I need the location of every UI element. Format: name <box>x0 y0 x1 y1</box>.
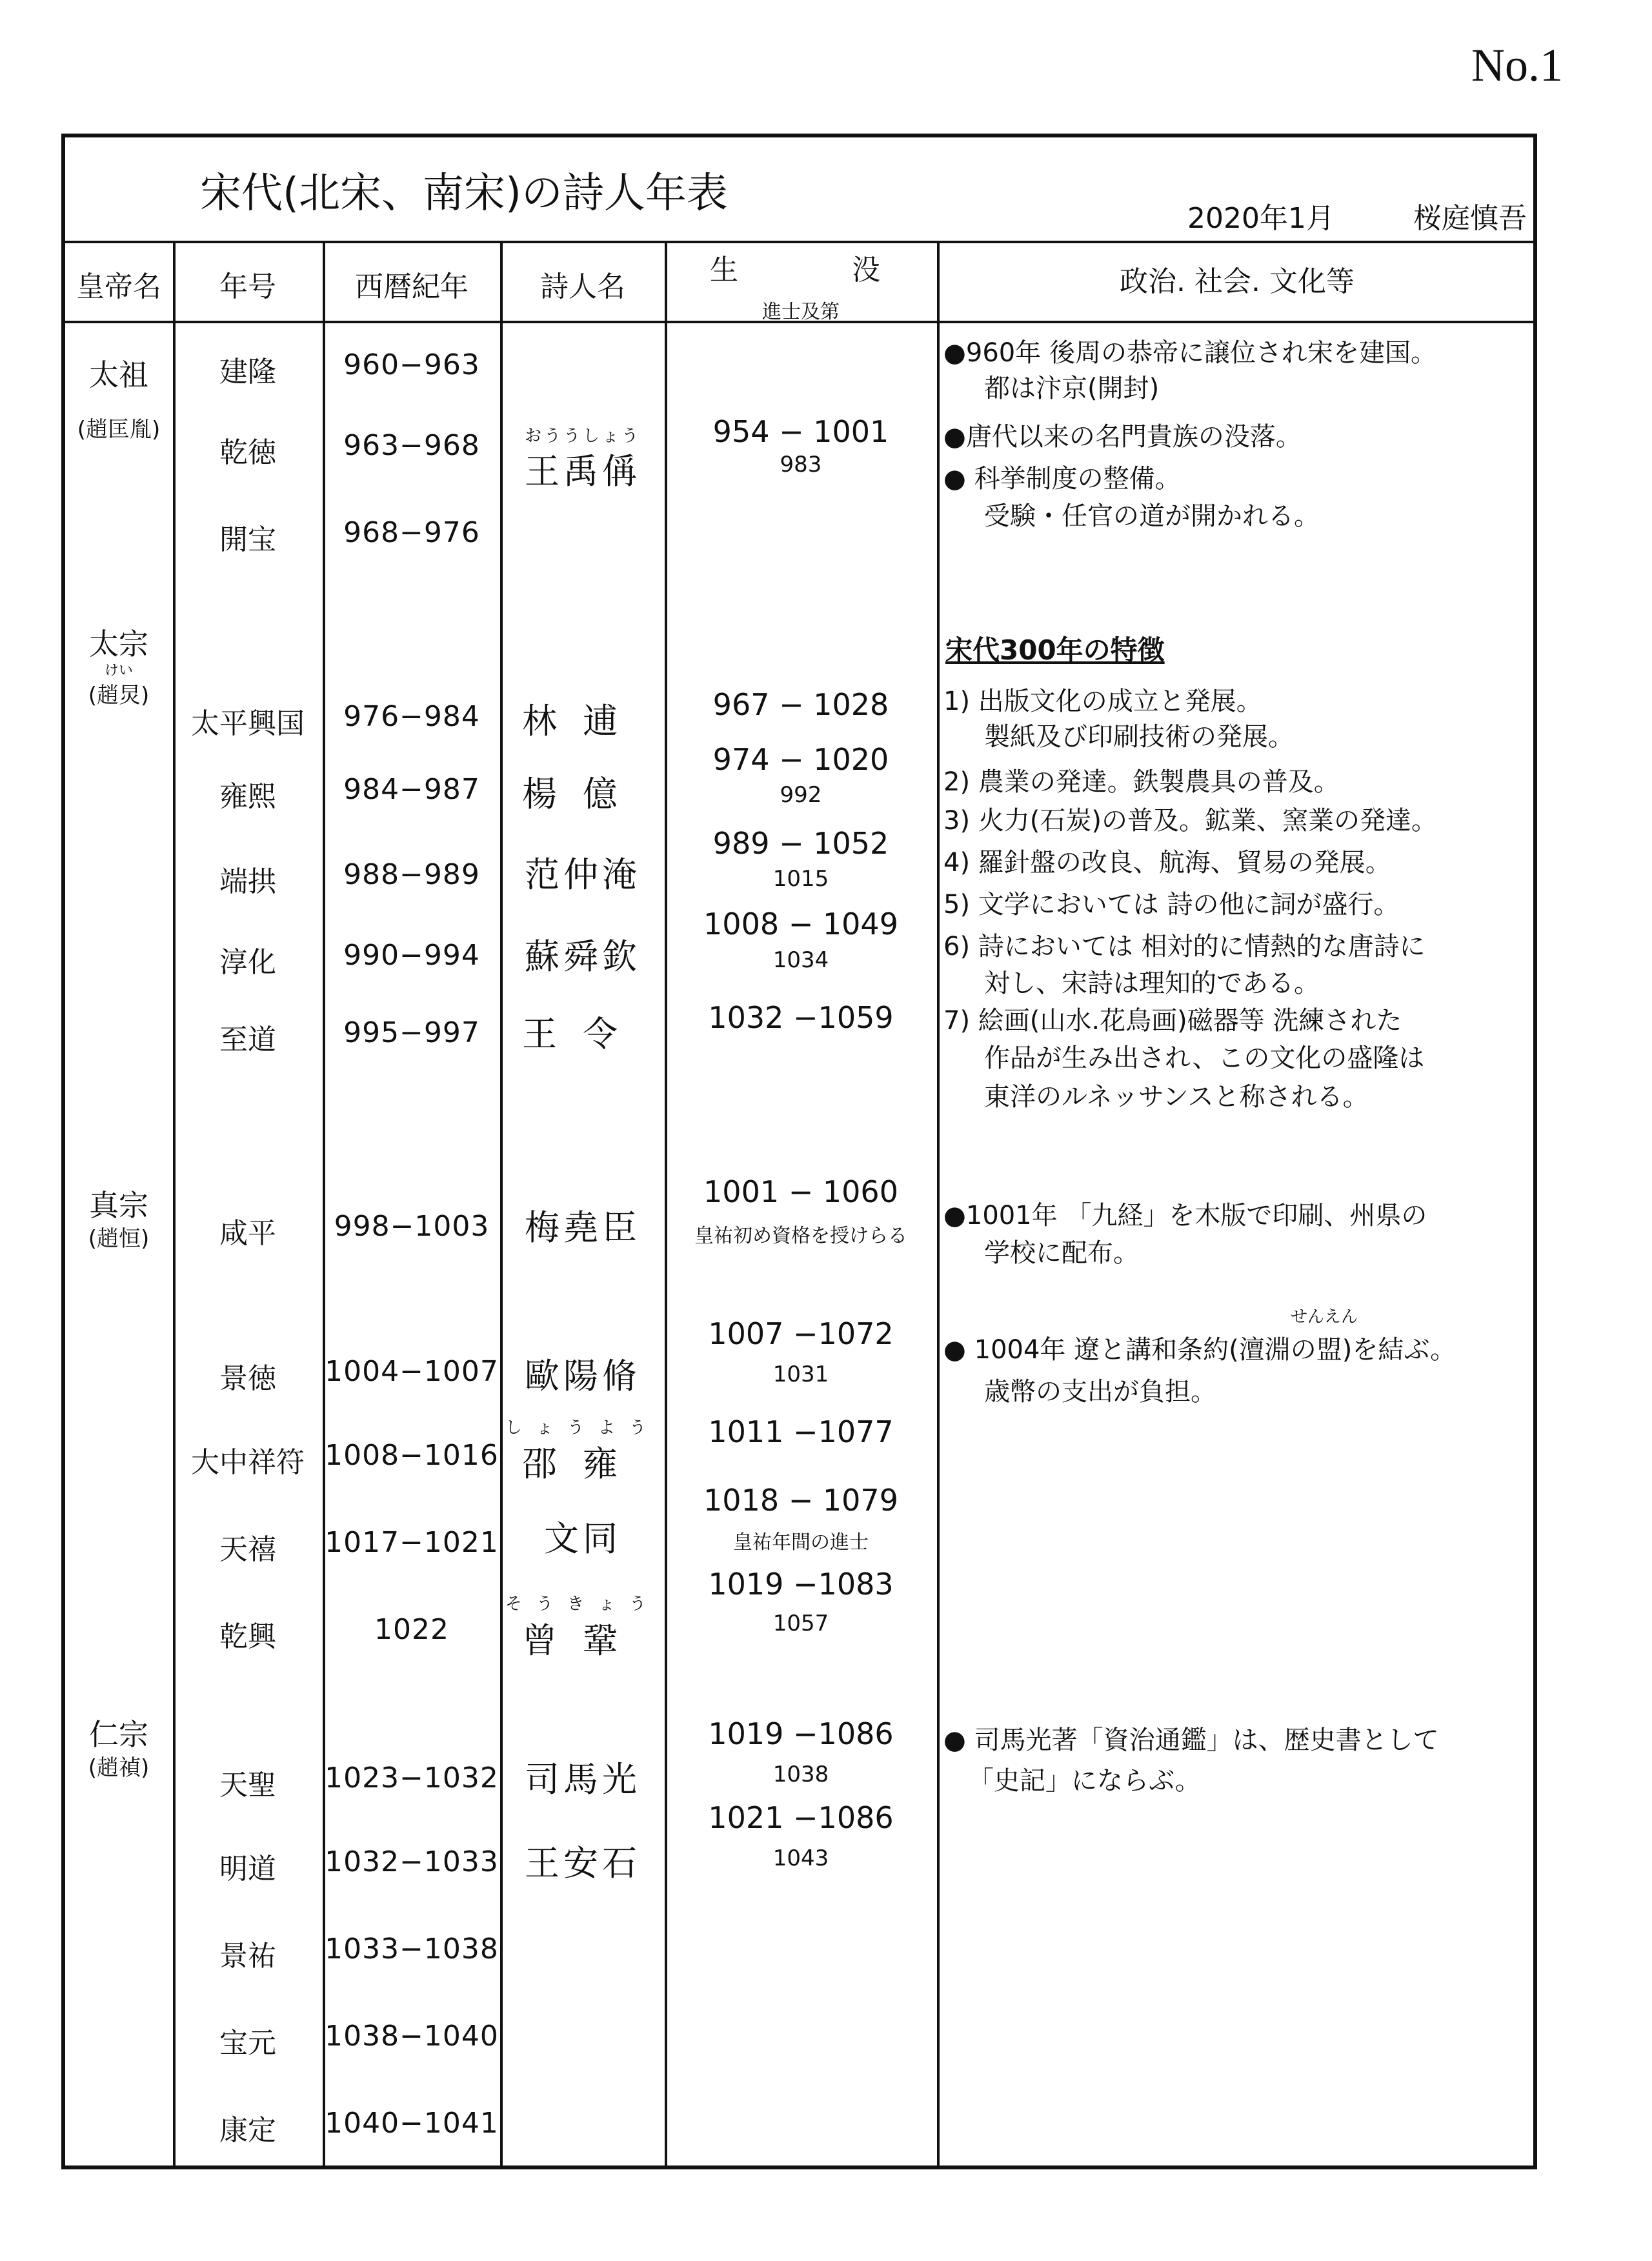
poet-name: 王安石 <box>525 1843 641 1884</box>
col-divider-1 <box>173 241 176 2169</box>
title-divider <box>61 241 1537 243</box>
feature-item: 1) 出版文化の成立と発展。 <box>943 687 1262 716</box>
emperor-name: 真宗 <box>89 1188 148 1223</box>
poet-ruby: しょうよう <box>505 1418 661 1438</box>
header-poet: 詩人名 <box>540 270 625 303</box>
features-heading: 宋代300年の特徴 <box>945 634 1165 666</box>
poet-name: 楊億 <box>522 774 643 814</box>
poet-exam-year: 1031 <box>772 1362 829 1387</box>
feature-item: 5) 文学においては 詩の他に詞が盛行。 <box>943 890 1400 919</box>
era-years: 998−1003 <box>334 1210 490 1243</box>
era-years: 1038−1040 <box>325 2020 499 2053</box>
event-text: 受験・任官の道が開かれる。 <box>984 501 1320 531</box>
era-years: 968−976 <box>343 516 480 549</box>
feature-item: 4) 羅針盤の改良、航海、貿易の発展。 <box>943 848 1391 878</box>
event-text: ●唐代以来の名門貴族の没落。 <box>943 422 1302 452</box>
era-years: 960−963 <box>343 348 480 381</box>
poet-exam-year: 1043 <box>772 1845 829 1871</box>
era-name: 端拱 <box>219 865 276 898</box>
header-years: 西暦紀年 <box>355 270 468 303</box>
poet-exam-year: 1034 <box>772 947 829 973</box>
header-emperor: 皇帝名 <box>76 270 161 303</box>
era-years: 1008−1016 <box>325 1439 499 1472</box>
event-text: ● 科挙制度の整備。 <box>943 464 1181 494</box>
poet-lifespan: 1008 − 1049 <box>703 907 898 941</box>
poet-name: 蘇舜欽 <box>525 936 641 977</box>
event-text: ● 司馬光著「資治通鑑」は、歴史書として <box>943 1725 1439 1755</box>
poet-name: 邵雍 <box>522 1443 643 1484</box>
poet-exam-year: 992 <box>780 782 822 808</box>
era-years: 990−994 <box>343 939 480 972</box>
poet-exam-year: 1057 <box>772 1611 829 1636</box>
poet-exam-year: 1015 <box>772 866 829 892</box>
poet-name: 文同 <box>544 1518 621 1559</box>
poet-lifespan: 1011 −1077 <box>708 1414 894 1449</box>
poet-name: 林逋 <box>522 701 643 741</box>
poet-name: 司馬光 <box>525 1759 641 1800</box>
poet-exam-note: 皇祐年間の進士 <box>733 1531 869 1554</box>
event-text: 学校に配布。 <box>984 1238 1139 1268</box>
poet-name: 王令 <box>522 1014 643 1054</box>
era-name: 太平興国 <box>191 707 305 740</box>
feature-item: 2) 農業の発達。鉄製農具の普及。 <box>943 767 1340 797</box>
poet-name: 曾鞏 <box>522 1620 643 1661</box>
era-name: 康定 <box>219 2114 276 2147</box>
header-era: 年号 <box>219 270 276 303</box>
era-years: 963−968 <box>343 429 480 462</box>
col-divider-2 <box>323 241 325 2169</box>
era-years: 976−984 <box>343 700 480 733</box>
poet-lifespan: 1032 −1059 <box>708 1000 894 1035</box>
col-divider-5 <box>937 241 940 2169</box>
event-text: ●960年 後周の恭帝に譲位され宋を建国。 <box>943 338 1436 368</box>
author: 桜庭慎吾 <box>1413 202 1527 235</box>
emperor-personal-name: (趙匡胤) <box>77 417 161 443</box>
poet-lifespan: 954 − 1001 <box>712 414 889 449</box>
event-text: 「史記」にならぶ。 <box>968 1766 1201 1796</box>
feature-item: 作品が生み出され、この文化の盛隆は <box>984 1043 1425 1073</box>
poet-ruby: そうきょう <box>505 1594 661 1614</box>
era-years: 1033−1038 <box>325 1933 499 1965</box>
era-name: 明道 <box>219 1853 276 1885</box>
era-name: 乾徳 <box>219 436 276 469</box>
poet-name: 梅堯臣 <box>525 1207 641 1248</box>
page-number: No.1 <box>1471 39 1563 91</box>
emperor-personal-name: (趙炅) <box>88 683 150 708</box>
emperor-personal-name: (趙禎) <box>88 1755 150 1781</box>
poet-lifespan: 967 − 1028 <box>712 687 889 722</box>
poet-name: 范仲淹 <box>525 854 641 895</box>
era-name: 咸平 <box>219 1217 276 1250</box>
era-years: 988−989 <box>343 858 480 891</box>
poet-exam-note: 皇祐初め資格を授けらる <box>694 1225 907 1247</box>
emperor-personal-name: (趙恒) <box>88 1226 150 1252</box>
era-name: 宝元 <box>219 2027 276 2060</box>
emperor-name: 太祖 <box>89 357 148 392</box>
era-years: 1022 <box>374 1613 449 1646</box>
page-title: 宋代(北宋、南宋)の詩人年表 <box>200 170 728 217</box>
era-years: 995−997 <box>343 1016 480 1049</box>
era-name: 景祐 <box>219 1940 276 1973</box>
feature-item: 3) 火力(石炭)の普及。鉱業、窯業の発達。 <box>943 806 1437 836</box>
era-years: 1032−1033 <box>325 1845 499 1878</box>
poet-lifespan: 1019 −1083 <box>708 1567 894 1602</box>
era-name: 天禧 <box>219 1533 276 1566</box>
feature-item: 東洋のルネッサンスと称される。 <box>984 1082 1369 1112</box>
era-name: 乾興 <box>219 1620 276 1653</box>
date: 2020年1月 <box>1187 202 1335 235</box>
col-divider-4 <box>665 241 667 2169</box>
poet-name: 歐陽脩 <box>525 1356 641 1396</box>
header-birth: 生 <box>710 254 738 286</box>
poet-exam-year: 1038 <box>772 1762 829 1787</box>
era-name: 至道 <box>219 1023 276 1056</box>
poet-lifespan: 1018 − 1079 <box>703 1483 898 1518</box>
era-years: 1023−1032 <box>325 1762 499 1794</box>
emperor-ruby: けい <box>104 663 134 679</box>
event-text: 歳幣の支出が負担。 <box>984 1377 1216 1407</box>
emperor-name: 太宗 <box>89 627 148 661</box>
poet-ruby: おううしょう <box>524 427 641 446</box>
poet-exam-year: 983 <box>780 452 822 477</box>
era-name: 淳化 <box>219 946 276 979</box>
event-ruby: せんえん <box>1291 1307 1358 1327</box>
header-exam: 進士及第 <box>762 301 840 323</box>
era-name: 景徳 <box>219 1362 276 1395</box>
header-death: 没 <box>852 254 880 286</box>
event-text: ● 1004年 遼と講和条約(澶淵の盟)を結ぶ。 <box>943 1335 1456 1365</box>
feature-item: 6) 詩においては 相対的に情熱的な唐詩に <box>943 932 1425 961</box>
poet-lifespan: 1021 −1086 <box>708 1800 894 1835</box>
era-name: 開宝 <box>219 523 276 556</box>
era-name: 雍熙 <box>219 780 276 813</box>
era-name: 建隆 <box>219 356 276 388</box>
poet-lifespan: 974 − 1020 <box>712 742 889 777</box>
header-events: 政治. 社会. 文化等 <box>1120 265 1355 298</box>
poet-lifespan: 1007 −1072 <box>708 1316 894 1351</box>
feature-item: 7) 絵画(山水.花鳥画)磁器等 洗練された <box>943 1006 1402 1036</box>
era-years: 1040−1041 <box>325 2107 499 2140</box>
poet-lifespan: 989 − 1052 <box>712 826 889 861</box>
emperor-name: 仁宗 <box>89 1717 148 1752</box>
event-text: 都は汴京(開封) <box>984 374 1160 403</box>
era-years: 1004−1007 <box>325 1355 499 1388</box>
event-text: ●1001年 「九経」を木版で印刷、州県の <box>943 1201 1427 1231</box>
era-years: 984−987 <box>343 773 480 806</box>
poet-lifespan: 1001 − 1060 <box>703 1174 898 1209</box>
feature-item: 製紙及び印刷技術の発展。 <box>984 722 1294 752</box>
col-divider-3 <box>500 241 503 2169</box>
era-name: 天聖 <box>219 1769 276 1802</box>
feature-item: 対し、宋詩は理知的である。 <box>984 969 1320 998</box>
poet-name: 王禹偁 <box>525 451 641 492</box>
poet-lifespan: 1019 −1086 <box>708 1716 894 1751</box>
era-name: 大中祥符 <box>191 1446 305 1479</box>
era-years: 1017−1021 <box>325 1526 499 1559</box>
